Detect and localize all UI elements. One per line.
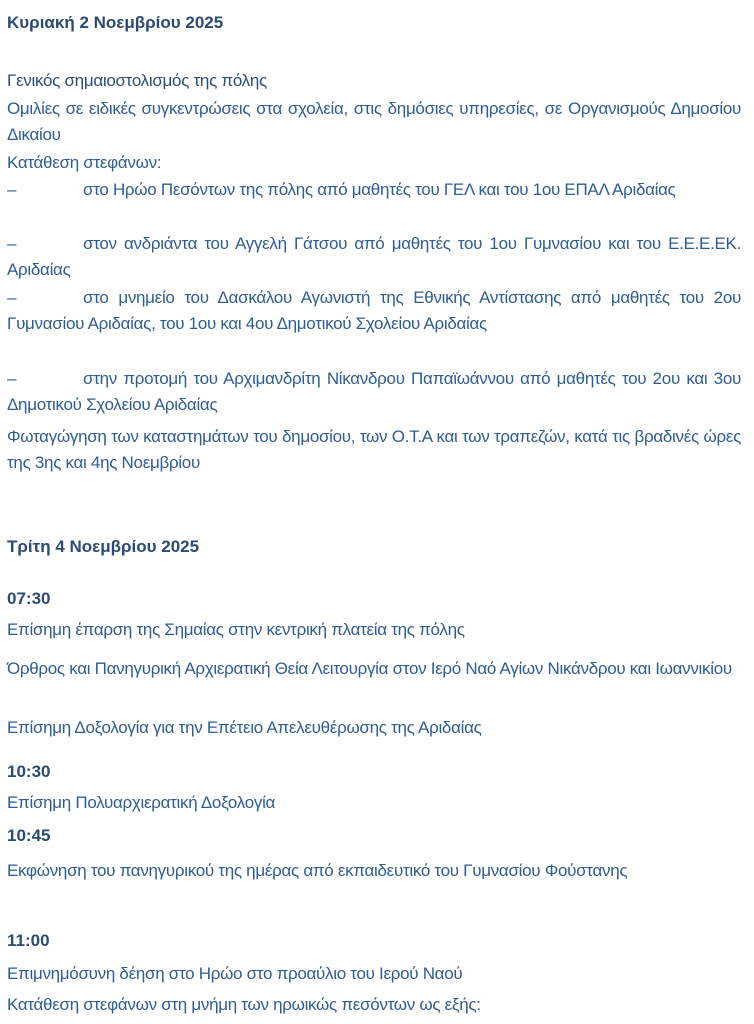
wreath-laying-label: Κατάθεση στεφάνων: [7,153,162,172]
event-line: Κατάθεση στεφάνων στη μνήμη των ηρωικώς πεσόντων ως εξής: [7,995,481,1014]
time-label: 10:45 [7,826,51,845]
event-line: Επίσημη Δοξολογία για την Επέτειο Απελευθέρωσης της Αριδαίας [7,718,482,737]
wreath-text: στον ανδριάντα του Αγγελή Γάτσου από μαθητές του 1ου Γυμνασίου και του Ε.Ε.Ε.ΕΚ. Αριδαίας [7,234,741,279]
event-line: Επίσημη έπαρση της Σημαίας στην κεντρική πλατεία της πόλης [7,620,465,639]
wreath-item [7,285,741,337]
tuesday-heading: Τρίτη 4 Νοεμβρίου 2025 [7,537,200,556]
event-line: Επιμνημόσυνη δέηση στο Ηρώο στο προαύλιο του Ιερού Ναού [7,964,463,983]
wreath-text: στο μνημείο του Δασκάλου Αγωνιστή της Εθνικής Αντίστασης από μαθητές του 2ου Γυμνασίου Αριδαίας, του 1ου και 4ου Δημοτικού Σχολείου Αριδαίας [7,288,741,333]
dash-bullet: – [7,180,17,199]
wreath-item [7,366,741,418]
time-label: 07:30 [7,589,51,608]
time-label: 10:30 [7,762,51,781]
event-line: Εκφώνηση του πανηγυρικού της ημέρας από εκπαιδευτικό του Γυμνασίου Φούστανης [7,861,628,880]
speeches-item: Ομιλίες σε ειδικές συγκεντρώσεις στα σχολεία, στις δημόσιες υπηρεσίες, σε Οργανισμούς Δημοσίου Δικαίου [7,99,741,144]
flag-decoration-item: Γενικός σημαιοστολισμός της πόλης [7,71,267,90]
wreath-item [7,177,741,203]
wreath-text: στο Ηρώο Πεσόντων της πόλης από μαθητές του ΓΕΛ και του 1ου ΕΠΑΛ Αριδαίας [83,180,676,199]
sunday-heading: Κυριακή 2 Νοεμβρίου 2025 [7,13,224,32]
time-label: 11:00 [7,931,50,950]
wreath-text: στην προτομή του Αρχιμανδρίτη Νίκανδρου Παπαϊωάννου από μαθητές του 2ου και 3ου Δημοτικού Σχολείου Αριδαίας [7,369,741,414]
event-line: Όρθρος και Πανηγυρική Αρχιερατική Θεία Λειτουργία στον Ιερό Ναό Αγίων Νικάνδρου και Ιωαννικίου [7,659,732,678]
dash-bullet: – [7,369,17,388]
lighting-item: Φωταγώγηση των καταστημάτων του δημοσίου, των Ο.Τ.Α και των τραπεζών, κατά τις βραδινές ώρες της 3ης και 4ης Νοεμβρίου [7,427,741,472]
dash-bullet: – [7,234,17,253]
dash-bullet: – [7,288,17,307]
wreath-item [7,231,741,283]
event-line: Επίσημη Πολυαρχιερατική Δοξολογία [7,793,276,812]
